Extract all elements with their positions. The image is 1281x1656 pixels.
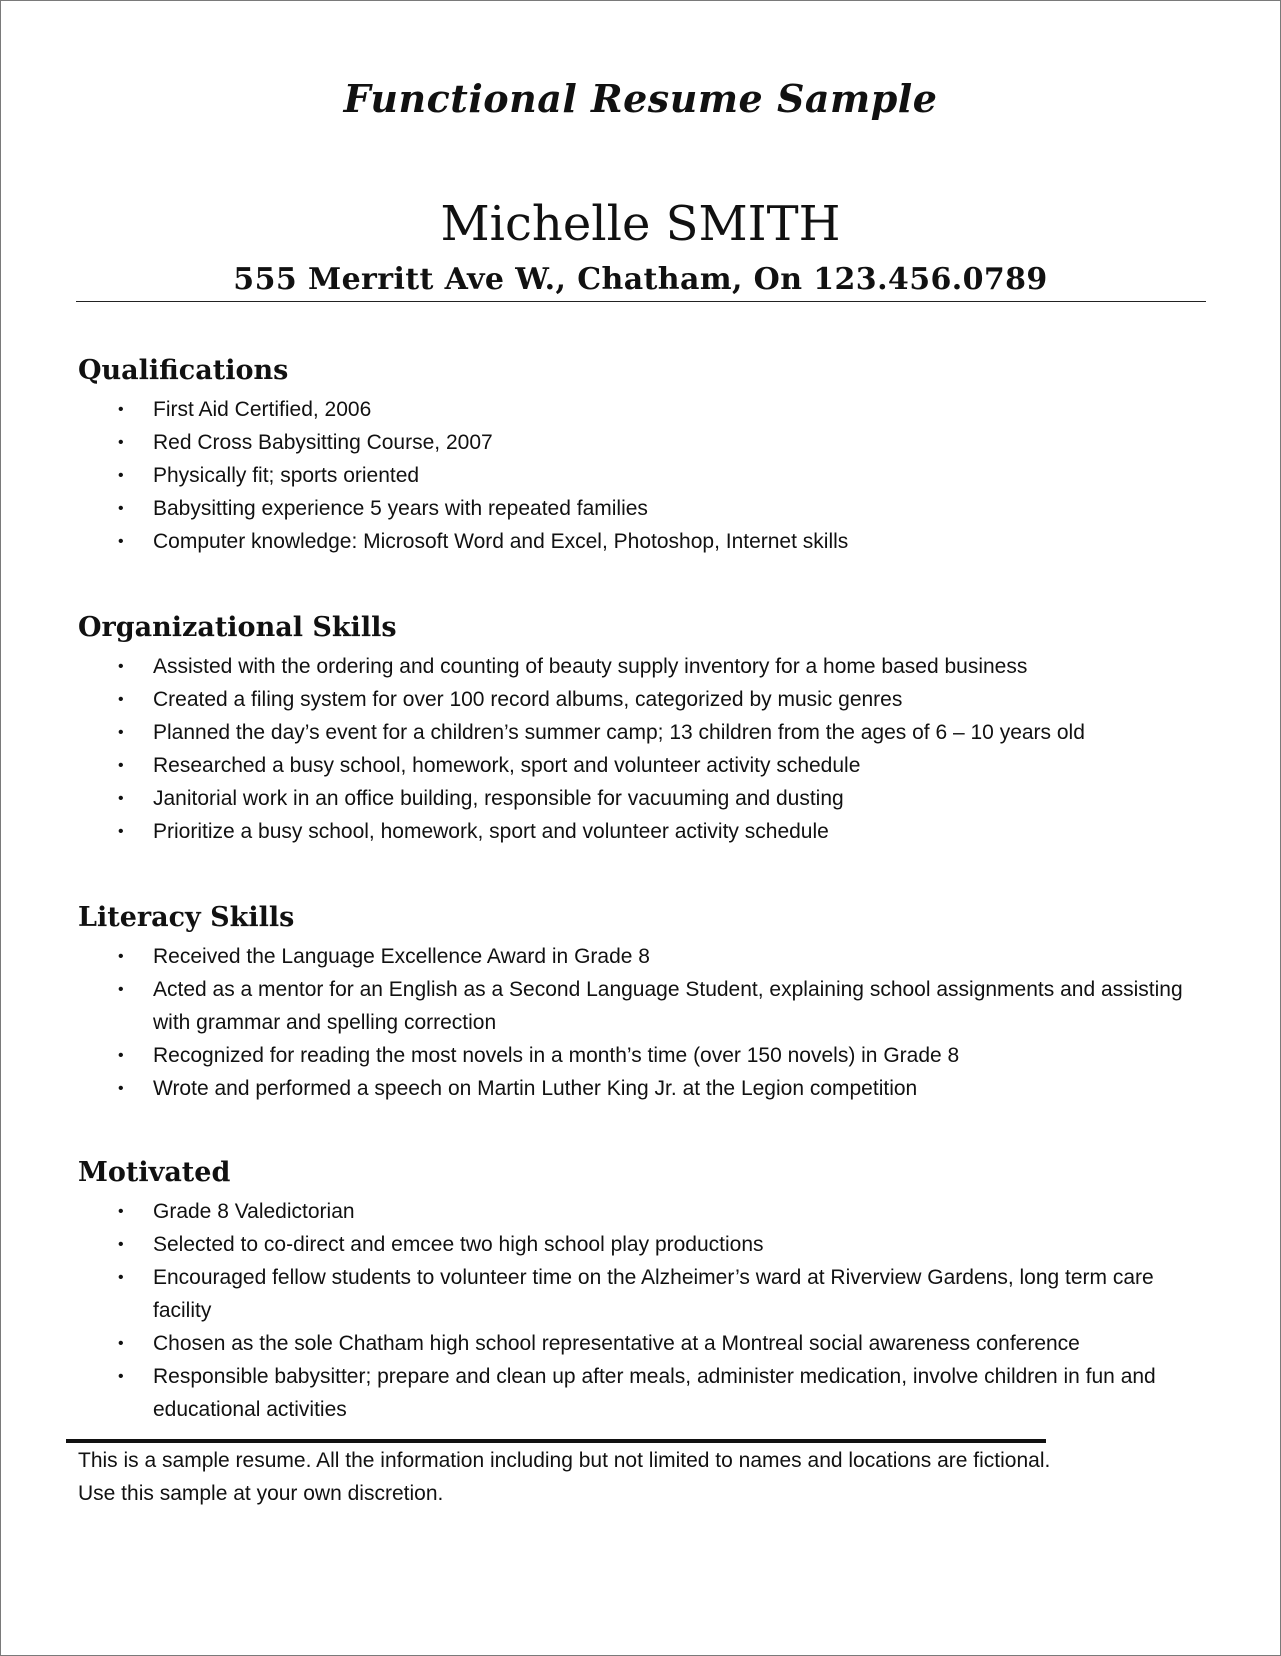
- list-item: [78, 393, 1198, 426]
- bullet-icon: •: [118, 981, 124, 998]
- list-item: [78, 1261, 1198, 1327]
- literacy-skills-list: [78, 940, 1198, 1105]
- bullet-icon: •: [118, 658, 124, 675]
- bullet-icon: •: [118, 1080, 124, 1097]
- section-qualifications: [78, 355, 1198, 558]
- list-item-text: Recognized for reading the most novels in a month’s time (over 150 novels) in Grade 8: [153, 1044, 960, 1067]
- header-divider: [76, 301, 1206, 302]
- list-item-text: Wrote and performed a speech on Martin Luther King Jr. at the Legion competition: [153, 1077, 918, 1100]
- bullet-icon: •: [118, 1203, 124, 1220]
- list-item-text: Chosen as the sole Chatham high school representative at a Montreal social awareness conference: [153, 1332, 1080, 1355]
- bullet-icon: •: [118, 724, 124, 741]
- list-item: [78, 459, 1198, 492]
- bullet-icon: •: [118, 691, 124, 708]
- list-item-text: Responsible babysitter; prepare and clean up after meals, administer medication, involve children in fun and educational activities: [153, 1365, 1156, 1421]
- list-item-text: Red Cross Babysitting Course, 2007: [153, 431, 493, 454]
- disclaimer-line: Use this sample at your own discretion.: [78, 1482, 444, 1505]
- list-item-text: Selected to co-direct and emcee two high school play productions: [153, 1233, 764, 1256]
- section-literacy-skills: [78, 902, 1198, 1105]
- bullet-icon: •: [118, 533, 124, 550]
- list-item-text: Assisted with the ordering and counting of beauty supply inventory for a home based business: [153, 655, 1028, 678]
- list-item: [78, 749, 1198, 782]
- list-item: [78, 815, 1198, 848]
- list-item: [78, 716, 1198, 749]
- list-item: [78, 1039, 1198, 1072]
- disclaimer: [78, 1444, 1198, 1510]
- bullet-icon: •: [118, 401, 124, 418]
- bullet-icon: •: [118, 1335, 124, 1352]
- bullet-icon: •: [118, 823, 124, 840]
- list-item: [78, 940, 1198, 973]
- bullet-icon: •: [118, 467, 124, 484]
- bullet-icon: •: [118, 1047, 124, 1064]
- list-item: [78, 1072, 1198, 1105]
- list-item-text: Janitorial work in an office building, responsible for vacuuming and dusting: [153, 787, 844, 810]
- organizational-skills-list: [78, 650, 1198, 848]
- section-heading: Literacy Skills: [78, 902, 295, 933]
- list-item-text: Babysitting experience 5 years with repeated families: [153, 497, 648, 520]
- list-item: [78, 1360, 1198, 1426]
- list-item-text: Computer knowledge: Microsoft Word and Excel, Photoshop, Internet skills: [153, 530, 849, 553]
- list-item-text: Researched a busy school, homework, sport and volunteer activity schedule: [153, 754, 861, 777]
- bullet-icon: •: [118, 1368, 124, 1385]
- list-item-text: Acted as a mentor for an English as a Second Language Student, explaining school assignments and assisting with grammar and spelling correction: [153, 978, 1183, 1034]
- contact-line: 555 Merritt Ave W., Chatham, On 123.456.0789: [233, 262, 1048, 297]
- bullet-icon: •: [118, 790, 124, 807]
- footer-divider: [66, 1439, 1046, 1443]
- list-item: [78, 650, 1198, 683]
- bullet-icon: •: [118, 434, 124, 451]
- section-heading: Qualifications: [78, 355, 289, 386]
- list-item: [78, 492, 1198, 525]
- list-item: [78, 683, 1198, 716]
- section-organizational-skills: [78, 612, 1198, 848]
- list-item-text: Created a filing system for over 100 record albums, categorized by music genres: [153, 688, 903, 711]
- document-title: Functional Resume Sample: [343, 76, 938, 121]
- applicant-name: Michelle SMITH: [440, 196, 841, 252]
- motivated-list: [78, 1195, 1198, 1426]
- list-item: [78, 1195, 1198, 1228]
- list-item: [78, 782, 1198, 815]
- list-item-text: Grade 8 Valedictorian: [153, 1200, 355, 1223]
- section-heading: Motivated: [78, 1157, 231, 1188]
- list-item: [78, 426, 1198, 459]
- list-item: [78, 1228, 1198, 1261]
- bullet-icon: •: [118, 1236, 124, 1253]
- list-item: [78, 525, 1198, 558]
- bullet-icon: •: [118, 500, 124, 517]
- bullet-icon: •: [118, 1269, 124, 1286]
- section-motivated: [78, 1157, 1198, 1426]
- list-item: [78, 973, 1198, 1039]
- list-item: [78, 1327, 1198, 1360]
- list-item-text: Planned the day’s event for a children’s summer camp; 13 children from the ages of 6 – 10 years old: [153, 721, 1085, 744]
- list-item-text: First Aid Certified, 2006: [153, 398, 372, 421]
- list-item-text: Received the Language Excellence Award in Grade 8: [153, 945, 650, 968]
- qualifications-list: [78, 393, 1198, 558]
- list-item-text: Encouraged fellow students to volunteer time on the Alzheimer’s ward at Riverview Gardens, long term care facility: [153, 1266, 1154, 1322]
- section-heading: Organizational Skills: [78, 612, 397, 643]
- list-item-text: Prioritize a busy school, homework, sport and volunteer activity schedule: [153, 820, 829, 843]
- list-item-text: Physically fit; sports oriented: [153, 464, 420, 487]
- bullet-icon: •: [118, 948, 124, 965]
- bullet-icon: •: [118, 757, 124, 774]
- disclaimer-line: This is a sample resume. All the information including but not limited to names and locations are fictional.: [78, 1449, 1051, 1472]
